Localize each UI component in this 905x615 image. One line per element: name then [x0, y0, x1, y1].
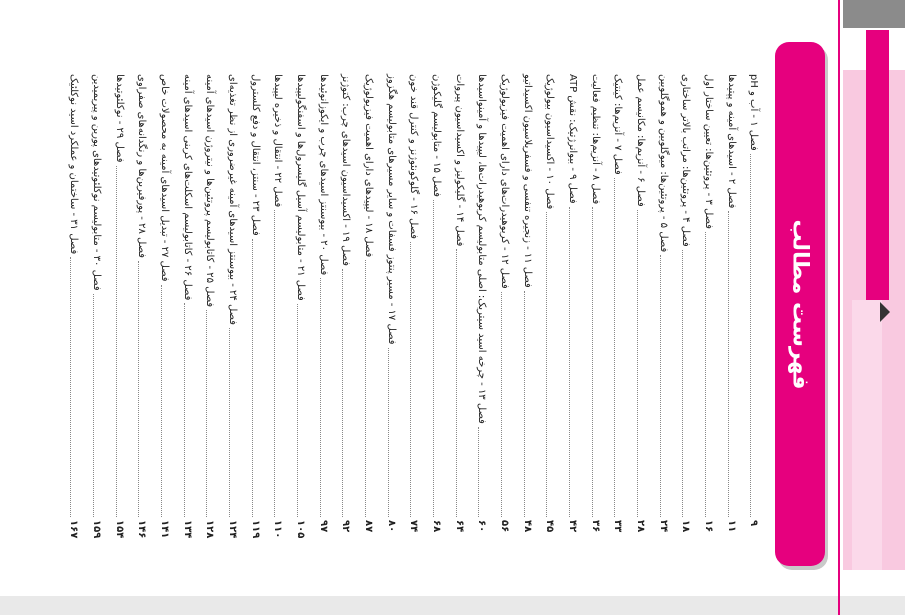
toc-dot-leader	[501, 292, 502, 517]
toc-row[interactable]	[403, 74, 426, 544]
toc-chapter-title: فصل ۱۳ - چرخه اسید سیتریک: اصلی متابولیسم کربوهیدرات‌ها، لیپیدها و آمینواسیدها	[476, 74, 488, 424]
toc-row[interactable]	[652, 74, 675, 544]
toc-chapter-title: فصل ۲۶ - کاتابولیسم اسکلت‌های کربنی اسیدهای آمینه	[181, 74, 193, 301]
toc-dot-leader	[569, 207, 570, 517]
toc-dot-leader	[116, 166, 117, 517]
toc-dot-leader	[365, 260, 366, 517]
toc-row[interactable]	[267, 74, 290, 544]
toc-page-number: ۱۰۵	[295, 520, 307, 539]
toc-dot-leader	[660, 255, 661, 517]
toc-row[interactable]	[697, 74, 720, 544]
toc-page-number: ۴۵	[544, 520, 556, 533]
toc-chapter-title: فصل ۱۵ - متابولیسم گلیکوژن	[430, 74, 442, 198]
toc-dot-leader	[682, 250, 683, 517]
toc-row[interactable]	[516, 74, 539, 544]
toc-dot-leader	[161, 285, 162, 517]
toc-row[interactable]	[584, 74, 607, 544]
toc-row[interactable]	[538, 74, 561, 544]
toc-dot-leader	[433, 200, 434, 517]
toc-chapter-title: فصل ۱۹ - اکسیداسیون اسیدهای چرب: کتوژنز	[340, 74, 352, 267]
toc-dot-leader	[184, 303, 185, 517]
toc-page-number: ۴۲	[566, 520, 578, 533]
toc-chapter-title: فصل ۲۹ - نوکلئوتیدها	[113, 74, 125, 163]
side-band-accent	[866, 30, 889, 300]
side-band-triangle	[880, 302, 890, 322]
toc-row[interactable]	[448, 74, 471, 544]
toc-row[interactable]	[470, 74, 493, 544]
toc-dot-leader	[342, 269, 343, 517]
toc-page-number: ۱۳۴	[181, 520, 193, 539]
toc-page-number: ۱۱	[725, 520, 737, 533]
toc-chapter-title: فصل ۱۰ - اکسیداسیون بیولوژیک	[544, 74, 556, 210]
toc-row[interactable]	[289, 74, 312, 544]
toc-page-number: ۹۷	[317, 520, 329, 533]
toc-dot-leader	[524, 291, 525, 517]
toc-page-number: ۵۶	[498, 520, 510, 533]
toc-chapter-title: فصل ۲۱ - متابولیسم آسیل گلیسرول‌ها و اسفنگولیپیدها	[295, 74, 307, 301]
toc-chapter-title: فصل ۲۷ - تبدیل اسیدهای آمینه به محصولات خاص	[159, 74, 171, 282]
toc-page-number: ۶۸	[430, 520, 442, 533]
toc-page-number: ۲۴	[657, 520, 669, 533]
margin-line	[838, 0, 840, 615]
toc-chapter-title: فصل ۱۸ - لیپیدهای دارای اهمیت فیزیولوژیک	[363, 74, 375, 258]
toc-page-number: ۱۱۰	[272, 520, 284, 539]
toc-chapter-title: فصل ۵ - پروتئین‌ها: میوگلوبین و هموگلوبین	[657, 74, 669, 253]
side-band-pale	[852, 300, 882, 570]
toc-page-number: ۴۸	[521, 520, 533, 533]
toc-dot-leader	[252, 239, 253, 517]
toc-page-number: ۱۲۸	[204, 520, 216, 539]
toc-page-number: ۱۵۹	[91, 520, 103, 539]
toc-row[interactable]	[425, 74, 448, 544]
toc-row[interactable]	[176, 74, 199, 544]
toc-dot-leader	[388, 348, 389, 517]
toc-dot-leader	[728, 211, 729, 517]
toc-page-number: ۱۱۹	[249, 520, 261, 539]
toc-chapter-title: فصل ۲ - اسیدهای آمینه و پپتیدها	[725, 74, 737, 209]
toc-chapter-title: فصل ۷ - آنزیم‌ها: کینتیک	[612, 74, 624, 175]
toc-page-number: ۹	[748, 520, 760, 527]
page-title: فهرست مطالب	[787, 218, 813, 390]
toc-row[interactable]	[629, 74, 652, 544]
toc-page-number: ۱۵۴	[113, 520, 125, 539]
toc-row[interactable]	[720, 74, 743, 544]
toc-dot-leader	[93, 294, 94, 517]
toc-row[interactable]	[380, 74, 403, 544]
toc-dot-leader	[274, 210, 275, 517]
toc-chapter-title: فصل ۱۱ - زنجیره تنفسی و فسفریلاسیون اکسیداتیو	[521, 74, 533, 288]
toc-chapter-title: فصل ۲۴ - بیوسنتز اسیدهای آمینه غیرضروری از نظر تغذیه‌ای	[227, 74, 239, 325]
toc-page-number: ۸۷	[363, 520, 375, 533]
toc-chapter-title: فصل ۹ - بیوانرژتیک: نقش ATP	[566, 74, 578, 204]
toc-page-number: ۶۴	[453, 520, 465, 533]
toc-row[interactable]	[561, 74, 584, 544]
toc-row[interactable]	[606, 74, 629, 544]
toc-dot-leader	[592, 207, 593, 517]
toc-chapter-title: فصل ۳ - پروتئین‌ها: تعیین ساختار اول	[702, 74, 714, 229]
toc-dot-leader	[70, 257, 71, 517]
toc-chapter-title: فصل ۳۰ - متابولیسم نوکلئوتیدهای پورین و پیریمیدین	[91, 74, 103, 291]
toc-dot-leader	[297, 304, 298, 517]
toc-page-number: ۲۸	[634, 520, 646, 533]
toc-dot-leader	[478, 427, 479, 517]
toc-rotated	[68, 74, 765, 544]
toc-chapter-title: فصل ۱۷ - مسیر پنتوز فسفات و سایر مسیرهای متابولیسم هگزوز	[385, 74, 397, 345]
toc-chapter-title: فصل ۶ - آنزیم‌ها: مکانیسم عمل	[634, 74, 646, 207]
toc-chapter-title: فصل ۲۳ - سنتز، انتقال و دفع کلسترول	[249, 74, 261, 236]
toc-page-number: ۱۸	[680, 520, 692, 533]
toc-list	[63, 74, 765, 544]
toc-dot-leader	[229, 328, 230, 517]
toc-row[interactable]	[63, 74, 86, 544]
toc-chapter-title: فصل ۱۴ - گلیکولیز و اکسیداسیون پیروات	[453, 74, 465, 247]
toc-dot-leader	[206, 310, 207, 517]
toc-page-number: ۱۴۶	[136, 520, 148, 539]
toc-row[interactable]	[108, 74, 131, 544]
toc-row[interactable]	[312, 74, 335, 544]
toc-row[interactable]	[674, 74, 697, 544]
toc-dot-leader	[614, 178, 615, 517]
toc-chapter-title: فصل ۸ - آنزیم‌ها: تنظیم فعالیت	[589, 74, 601, 205]
toc-chapter-title: فصل ۲۰ - بیوسنتز اسیدهای چرب و ایکوزانوئیدها	[317, 74, 329, 276]
toc-dot-leader	[410, 242, 411, 517]
toc-dot-leader	[705, 232, 706, 517]
toc-row[interactable]	[153, 74, 176, 544]
page-bottom-edge	[0, 596, 905, 615]
toc-page-number: ۷۴	[408, 520, 420, 533]
toc-page-number: ۳۳	[612, 520, 624, 533]
title-container	[775, 42, 825, 566]
toc-dot-leader	[637, 210, 638, 517]
toc-row[interactable]	[131, 74, 154, 544]
toc-dot-leader	[456, 249, 457, 517]
toc-row[interactable]	[335, 74, 358, 544]
toc-page-number: ۳۶	[589, 520, 601, 533]
toc-page-number: ۱۲۴	[227, 520, 239, 539]
toc-dot-leader	[320, 278, 321, 517]
toc-chapter-title: فصل ۲۵ - کاتابولیسم پروتئین‌ها و نیتروژن اسیدهای آمینه	[204, 74, 216, 308]
toc-row[interactable]	[199, 74, 222, 544]
toc-dot-leader	[138, 261, 139, 517]
toc-chapter-title: فصل ۲۸ - پورفیرین‌ها و رنگدانه‌های صفراوی	[136, 74, 148, 259]
toc-dot-leader	[546, 212, 547, 517]
toc-page-number: ۸۰	[385, 520, 397, 533]
toc-page-number: ۱۶۷	[68, 520, 80, 539]
toc-page-number: ۱۶	[702, 520, 714, 533]
toc-chapter-title: فصل ۴ - پروتئین‌ها: مراتب بالاتر ساختاری	[680, 74, 692, 247]
corner-gray-block	[843, 0, 905, 28]
toc-chapter-title: فصل ۲۲ - انتقال و ذخیره لیپیدها	[272, 74, 284, 208]
title-tab	[775, 42, 825, 566]
toc-chapter-title: فصل ۱ - آب و pH	[748, 74, 760, 151]
toc-row[interactable]	[221, 74, 244, 544]
toc-page-number: ۶۰	[476, 520, 488, 533]
toc-chapter-title: فصل ۳۱ - ساختمان و عملکرد اسید نوکلئیک	[68, 74, 80, 255]
toc-chapter-title: فصل ۱۲ - کربوهیدرات‌های دارای اهمیت فیزیولوژیک	[498, 74, 510, 289]
toc-area	[68, 74, 765, 544]
toc-row[interactable]	[493, 74, 516, 544]
toc-page-number: ۹۲	[340, 520, 352, 533]
toc-dot-leader	[750, 154, 751, 517]
toc-page-number: ۱۴۱	[159, 520, 171, 539]
toc-chapter-title: فصل ۱۶ - گلوکونئوژنز و کنترل قند خون	[408, 74, 420, 240]
toc-row[interactable]	[742, 74, 765, 544]
toc-row[interactable]	[357, 74, 380, 544]
toc-row[interactable]	[85, 74, 108, 544]
toc-row[interactable]	[244, 74, 267, 544]
